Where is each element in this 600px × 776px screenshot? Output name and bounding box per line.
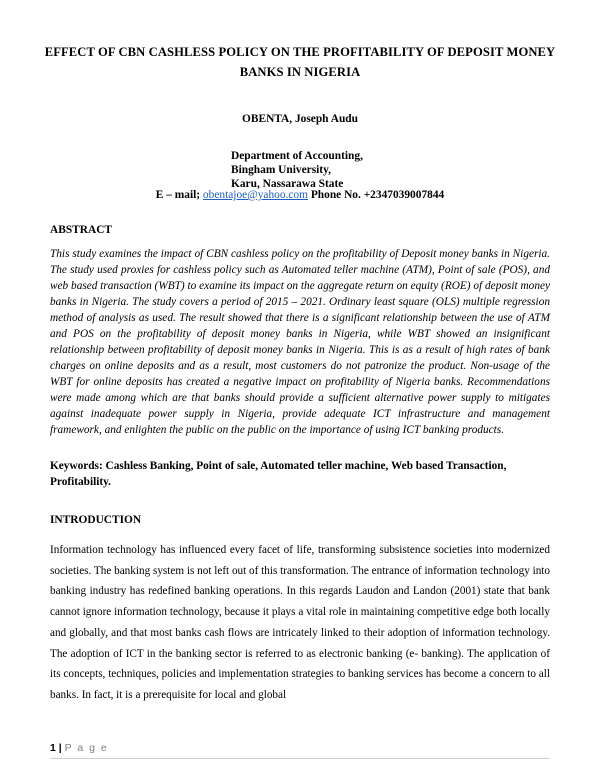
email-link[interactable]: obentajoe@yahoo.com xyxy=(202,189,308,201)
page-number: 1 xyxy=(50,742,56,754)
author-affiliation xyxy=(231,149,363,191)
footer-divider xyxy=(50,758,550,759)
paper-title: EFFECT OF CBN CASHLESS POLICY ON THE PROFITABILITY OF DEPOSIT MONEY BANKS IN NIGERIA xyxy=(44,45,556,79)
university-line: Bingham University, xyxy=(231,164,331,176)
contact-line xyxy=(0,189,600,201)
phone-label: Phone No. +2347039007844 xyxy=(308,189,445,201)
page-label: P a g e xyxy=(64,742,109,754)
keywords: Keywords: Cashless Banking, Point of sale, Automated teller machine, Web based Transaction, Profitability. xyxy=(50,460,507,488)
location-line: Karu, Nassarawa State xyxy=(231,178,344,190)
introduction-heading: INTRODUCTION xyxy=(50,514,142,526)
author-name: OBENTA, Joseph Audu xyxy=(242,113,358,125)
abstract-heading: ABSTRACT xyxy=(50,224,113,236)
abstract-body: This study examines the impact of CBN cashless policy on the profitability of Deposit money banks in Nigeria. The study used proxies for cashless policy such as Automated teller machine (ATM), Point of sale (POS), and web based transaction (WBT) to examine its impact on the aggregate return on equity (ROE) of deposit money banks in Nigeria. The study covers a period of 2015 – 2021. Ordinary least square (OLS) multiple regression method of analysis as used. The result showed that there is a significant relationship between the use of ATM and POS on the profitability of deposit money banks in Nigeria, while WBT showed an insignificant relationship between profitability of deposit money banks in Nigeria. This is as a result of high rates of bank charges on online deposits and as a result, most customers do not patronize the product. Non-usage of the WBT for online deposits has created a negative impact on profitability of Nigeria banks. Recommendations were made among which are that banks should provide a sufficient alternative power supply to mitigates against inadequate power supply in Nigeria, provide adequate ICT infrastructure and management framework, and enlighten the public on the public on the importance of using ICT banking products. xyxy=(50,248,550,436)
introduction-body: Information technology has influenced every facet of life, transforming subsistence societies into modernized societies. The banking system is not left out of this transformation. The entrance of information technology into banking industry has redefined banking operations. In this regards Laudon and Landon (2001) state that bank cannot ignore information technology, because it plays a vital role in maintaining competitive edge both locally and globally, and that most banks cash flows are intricately linked to their adoption of information technology. The adoption of ICT in the banking sector is referred to as electronic banking (e- banking). The application of its concepts, techniques, policies and implementation strategies to banking services has become a concern to all banks. In fact, it is a prerequisite for local and global xyxy=(50,544,550,701)
page-footer xyxy=(50,742,108,754)
department-line: Department of Accounting, xyxy=(231,150,363,162)
footer-separator: | xyxy=(55,742,65,754)
email-label: E – mail; xyxy=(155,189,203,201)
